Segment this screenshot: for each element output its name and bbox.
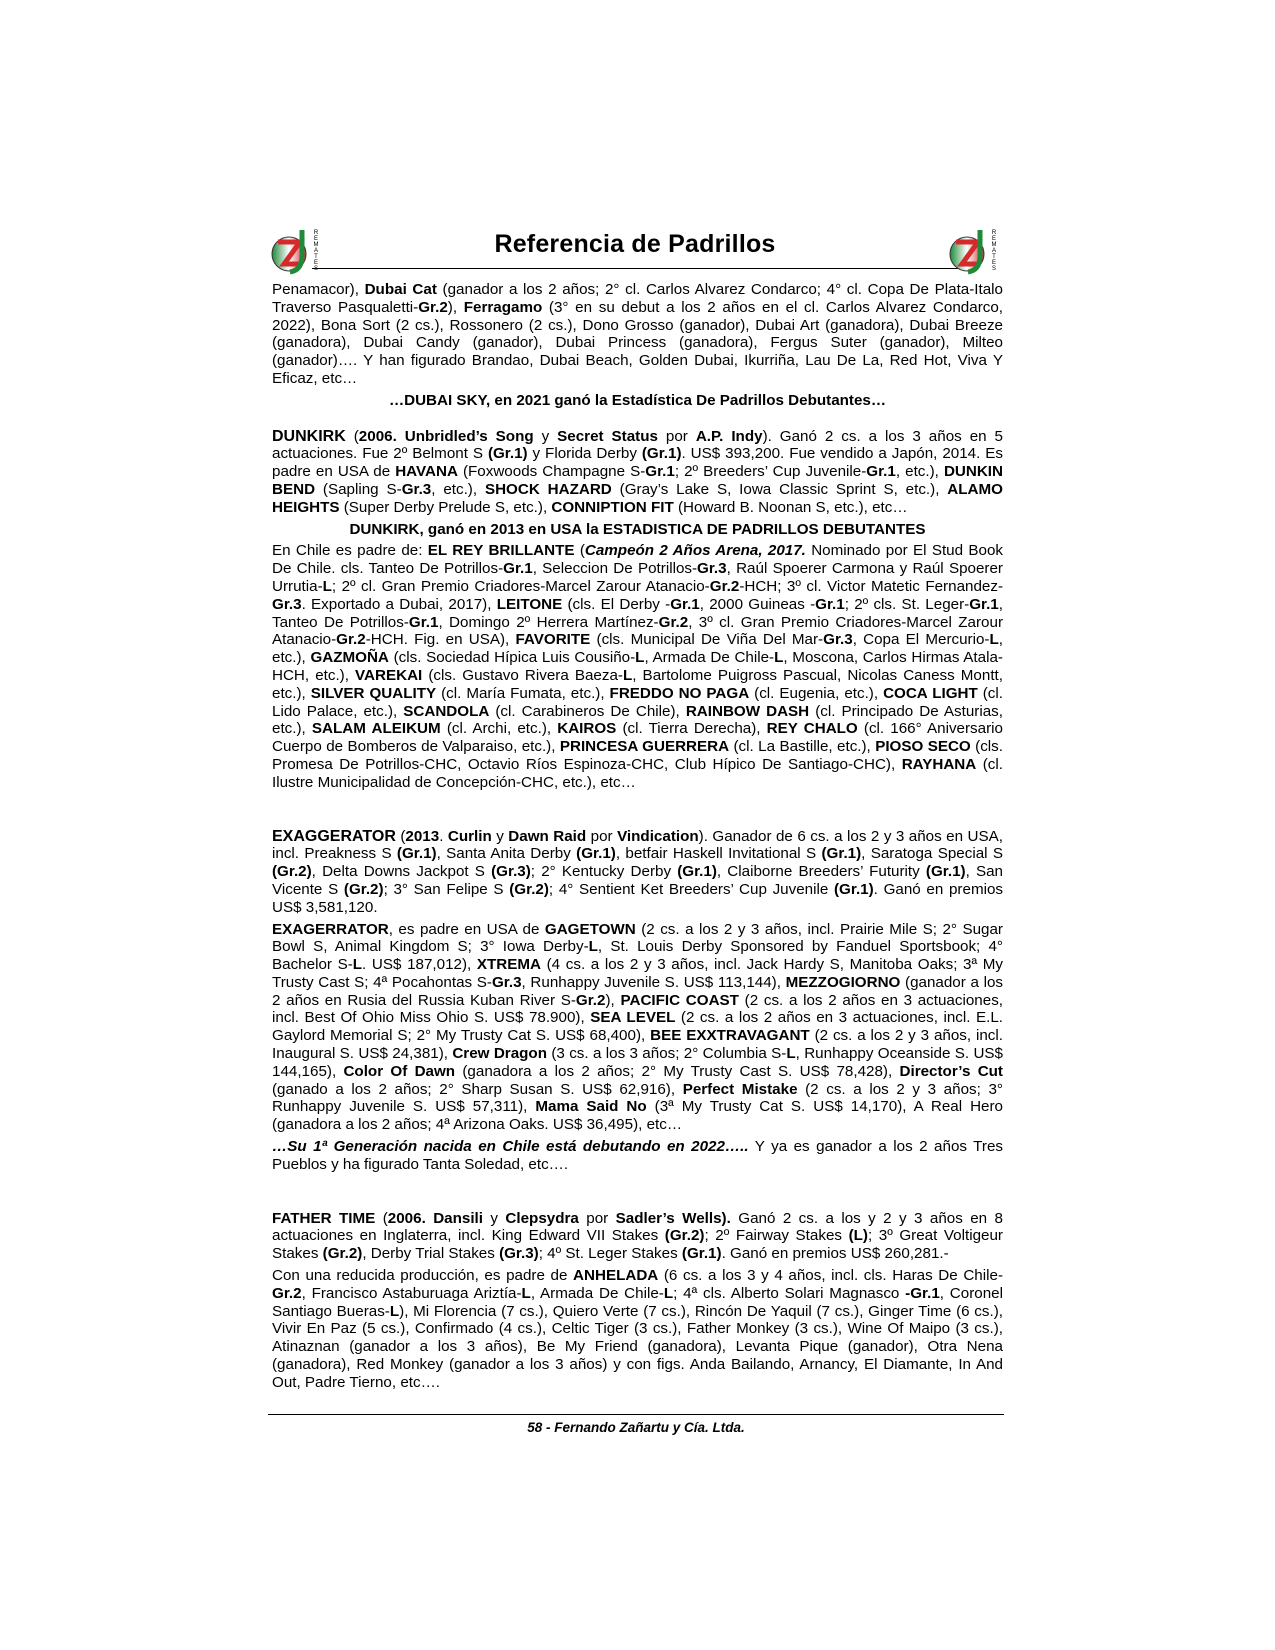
bold-text: ALAMO HEIGHTS [272,480,1003,516]
text-run: y [491,827,509,845]
bold-text: Gr.3 [697,560,727,578]
text-run: y [483,1209,506,1227]
bold-text: 2006. Unbridled’s Song [358,427,534,445]
text-run: (ganadora a los 2 años; 2° My Trusty Cast S. US$ 78,428), [455,1062,900,1080]
text-run: (cls. Municipal De Viña Del Mar- [590,631,824,649]
bold-text: (Gr.2) [343,880,384,898]
paragraph [272,1138,1003,1174]
paragraph-spacer [272,1192,1003,1210]
bold-text: MEZZOGIORNO [785,973,901,991]
text-run: (Howard B. Noonan S, etc.), etc… [673,498,908,516]
svg-text:S: S [313,266,319,272]
text-run: -HCH. Fig. en USA), [365,631,516,649]
bold-text: L [521,1284,531,1302]
text-run: ; 3° San Felipe S [383,880,510,898]
text-run: ), Mi Florencia (7 cs.), Quiero Verte (7 cs.), Rincón De Yaquil (7 cs.), Ginger Time (6 cs.), Vivir En Paz (5 cs.), Confirmado (4 cs.), Celtic Tiger (3 cs.), Father Monkey (3 cs.), Wine Of Maipo (3 cs.), Atinaznan (ganador a los 3 años), Be My Friend (ganadora), Levanta Pique (ganador), Otra Nena (ganadora), Red Monkey (ganador a los 3 años) y con figs. Anda Bailando, Arnancy, El Diamante, In And Out, Padre Tierno, etc…. [272,1302,1003,1391]
bold-text: Crew Dragon [452,1045,547,1063]
text-run: ; 2º cls. St. Leger- [844,595,970,613]
text-run: , Bartolome Puigross Pascual, Nicolas Caness Montt, etc.), [272,666,1003,702]
bold-text: SEA LEVEL [590,1009,676,1027]
paragraph [272,1210,1003,1263]
bold-text: SHOCK HAZARD [484,480,612,498]
text-run: (cl. Lido Palace, etc.), [272,684,1003,720]
bold-text: Gr.1 [645,463,675,481]
text-run: . Exportado a Dubai, 2017), [301,595,497,613]
text-run: , Claiborne Breeders’ Futurity [716,863,926,881]
svg-text:A: A [313,248,319,254]
text-run: (2 cs. a los 2 años en 3 actuaciones, incl. E.L. Gaylord Memorial S; 2° My Trusty Cat S. US$ 68,400), [272,1009,1003,1045]
text-run: , Seleccion De Potrillos- [532,560,698,578]
text-run: ; 4ª cls. Alberto Solari Magnasco [673,1284,906,1302]
bold-text: L [774,649,784,667]
paragraph [272,921,1003,1135]
text-run: , etc.), [431,480,485,498]
text-run: , Moscona, Carlos Hirmas Atala-HCH, etc.), [272,649,1003,684]
bold-text: Gr.2 [658,613,689,631]
paragraph-spacer [272,810,1003,828]
bold-text: Curlin [447,827,492,845]
text-run: (cl. Carabineros De Chile), [489,702,686,720]
bold-text: COCA LIGHT [883,684,978,702]
text-run: ( [375,1209,388,1227]
text-run: (3 cs. a los 3 años; 2° Columbia S- [547,1045,787,1063]
text-run: . US$ 187,012), [362,956,477,974]
zj-remates-logo [948,226,1000,276]
text-run: , 3º cl. Gran Premio Criadores-Marcel Zarour Atanacio- [272,613,1003,649]
bold-text: Gr.1 [408,613,439,631]
text-run: , Santa Anita Derby [436,845,577,863]
bold-text: (Gr.2) [509,880,549,898]
bold-text: Gr.2 [418,298,448,316]
svg-text:A: A [991,248,997,254]
bold-text: (Gr.1) [576,845,616,863]
text-run: (2 cs. a los 2 y 3 años, incl. Inaugural S. US$ 24,381), [272,1027,1003,1063]
bold-text: (L) [848,1227,868,1245]
text-run: Con una reducida producción, es padre de [272,1267,574,1285]
text-run: (cl. Tierra Derecha), [616,720,767,738]
text-run: , Delta Downs Jackpot S [311,863,492,881]
bold-text: 2013 [405,827,440,845]
paragraph [272,828,1003,917]
paragraph-spacer [272,410,1003,428]
bold-text: Gr.3 [401,480,432,498]
text-run: ). Ganador de 6 cs. a los 2 y 3 años en USA, incl. Preakness S [272,827,1003,863]
text-run: (cl. Principado De Asturias, etc.), [272,702,1003,738]
text-run: ; 2° Kentucky Derby [530,863,678,881]
bold-text: SALAM ALEIKUM [311,720,441,738]
page-title: Referencia de Padrillos [494,230,776,258]
svg-text:R: R [313,230,319,236]
bold-text: A.P. Indy [695,427,763,445]
svg-text:E: E [313,236,319,242]
text-run: . Ganó en premios US$ 260,281.- [721,1245,949,1263]
text-run: (cls. Promesa De Potrillos-CHC, Octavio Ríos Espinoza-CHC, Club Hípico De Santiago-CHC), [272,738,1003,773]
bold-text: Color Of Dawn [343,1062,456,1080]
bold-text: XTREMA [476,956,541,974]
text-run: Ganó 2 cs. a los y 2 y 3 años en 8 actuaciones en Inglaterra, incl. King Edward VII Stakes [272,1209,1003,1245]
bold-text: Gr.3 [823,631,853,649]
bold-text: LEITONE [496,595,563,613]
bold-text: PACIFIC COAST [620,991,739,1009]
bold-text: Perfect Mistake [682,1080,798,1098]
text-run: ; 2º Fairway Stakes [704,1227,849,1245]
paragraph [272,281,1003,388]
text-run: , Raúl Spoerer Carmona y Raúl Spoerer Urrutia- [272,560,1003,595]
text-run: (2 cs. a los 2 y 3 años, incl. Prairie Mile S; 2° Sugar Bowl S, Animal Kingdom S; 3° Iowa Derby- [272,920,1003,956]
bold-text: 2006. Dansili [387,1209,483,1227]
text-run: , St. Louis Derby Sponsored by Fanduel Sportsbook; 4° Bachelor S- [272,938,1003,974]
text-run: (cl. Ilustre Municipalidad de Concepción-CHC, etc.), etc… [272,755,1003,791]
bold-text: (Gr.1) [641,445,682,463]
bold-text: Sadler’s Wells). [615,1209,731,1227]
bold-text: RAINBOW DASH [685,702,810,720]
text-run: (4 cs. a los 2 y 3 años, incl. Jack Hardy S, Manitoba Oaks; 3ª My Trusty Cast S; 4ª Pocahontas S- [272,956,1003,991]
bold-text: FAVORITE [515,631,591,649]
bold-text: GAZMOÑA [310,649,389,667]
text-run: (cls. Gustavo Rivera Baeza- [422,666,623,684]
bold-text: REY CHALO [766,720,858,738]
bold-text: PRINCESA GUERRERA [559,738,730,756]
text-run: Y ya es ganador a los 2 años Tres Pueblos y ha figurado Tanta Soledad, etc…. [272,1138,1003,1173]
text-run: , betfair Haskell Invitational S [615,845,822,863]
text-run: . Ganó en premios US$ 3,581,120. [272,880,1004,916]
bold-text: FATHER TIME [272,1209,376,1227]
svg-text:M: M [991,242,997,248]
text-run: (ganado a los 2 años; 2° Sharp Susan S. US$ 62,916), [272,1080,683,1098]
section-note: …DUBAI SKY, en 2021 ganó la Estadística De Padrillos Debutantes… [388,391,887,409]
bold-text: Gr.1 [670,595,700,613]
bold-text: L [989,631,999,649]
paragraph [272,428,1003,517]
paragraph [272,1267,1003,1392]
bold-text: Vindication [617,827,699,845]
bold-text: SILVER QUALITY [310,684,437,702]
text-run: por [657,427,696,445]
bold-text: (Gr.1) [821,845,862,863]
bold-text: GAGETOWN [544,920,636,938]
text-run: , Saratoga Special S [861,845,1003,863]
text-run: . [439,827,448,845]
bold-text: (Gr.2) [664,1227,705,1245]
bold-text: (Gr.1) [396,845,437,863]
bold-text: Mama Said No [535,1098,647,1116]
text-run: , Copa El Mercurio- [852,631,990,649]
text-run: , Armada De Chile- [530,1284,664,1302]
paragraph-spacer [272,1174,1003,1192]
bold-text: Gr.1 [503,560,533,578]
text-run: (cl. La Bastille, etc.), [729,738,876,756]
svg-text:S: S [991,266,997,272]
bold-text: KAIROS [557,720,617,738]
bold-text: (Gr.1) [925,863,966,881]
text-run: (3° en su debut a los 2 años en el cl. Carlos Alvarez Condarco, 2022), Bona Sort (2 cs.), Rossonero (2 cs.), Dono Grosso (ganador), Dubai Art (ganadora), Dubai Breeze (ganadora), Dubai Candy (ganador), Dubai Princess (ganadora), Fergus Suter (ganador), Milteo (ganador)…. Y han figurado Brandao, Dubai Beach, Golden Dubai, Ikurriña, Lau De La, Red Hot, Viva Y Eficaz, etc… [272,298,1004,387]
text-run: (Super Derby Prelude S, etc.), [339,498,552,516]
bold-text: DUNKIRK [272,427,346,445]
bold-text: L [786,1045,796,1063]
bold-text: Clepsydra [505,1209,579,1227]
text-run: por [578,1209,616,1227]
bold-text: Gr.1 [815,595,845,613]
page-footer: 58 - Fernando Zañartu y Cía. Ltda. [527,1420,745,1435]
svg-text:M: M [313,242,319,248]
header-divider [312,268,958,269]
bold-text: L [635,649,645,667]
text-run: , Runhappy Juvenile S. US$ 113,144), [521,973,786,991]
text-run: (Foxwoods Champagne S- [457,463,646,481]
bold-text: …Su 1ª Generación nacida en Chile está debutando en 2022….. [272,1138,749,1156]
bold-text: Gr.2 [709,577,740,595]
bold-text: EL REY BRILLANTE [427,542,575,560]
text-run: (cls. El Derby - [562,595,671,613]
text-run: ; 2º cl. Gran Premio Criadores-Marcel Zarour Atanacio- [331,577,710,595]
text-run: , etc.), [895,463,944,481]
bold-text: (Gr.1) [677,863,717,881]
text-run: ; 4º St. Leger Stakes [538,1245,682,1263]
text-run: ; 4° Sentient Ket Breeders’ Cup Juvenile [548,880,834,898]
text-run: , San Vicente S [272,863,1003,898]
svg-text:R: R [991,230,997,236]
bold-text: (Gr.1) [834,880,874,898]
bold-text: Gr.1 [866,463,896,481]
bold-text: Secret Status [557,427,658,445]
bold-text: L [588,938,598,956]
text-run: ). Ganó 2 cs. a los 3 años en 5 actuaciones. Fue 2º Belmont S [272,427,1003,463]
text-run: (Gray’s Lake S, Iowa Classic Sprint S, etc.), [611,480,948,498]
bold-text: Gr.2 [575,991,606,1009]
text-run: (6 cs. a los 3 y 4 años, incl. cls. Haras De Chile- [658,1267,1004,1285]
svg-text:T: T [314,254,318,260]
bold-text: Ferragamo [463,298,543,316]
bold-text: HAVANA [395,463,458,481]
svg-text:E: E [313,260,319,266]
text-run: (cl. María Fumata, etc.), [436,684,610,702]
bold-text: L [389,1302,400,1320]
paragraph [272,542,1003,791]
text-run: Penamacor), [272,281,365,298]
text-run: , Domingo 2º Herrera Martínez- [438,613,659,631]
bold-text: Gr.2 [336,631,366,649]
bold-text: BEE EXXTRAVAGANT [650,1027,810,1045]
bold-text: PIOSO SECO [875,738,971,756]
text-run: En Chile es padre de: [272,542,428,560]
document-body [272,281,1003,1392]
bold-text: Gr.1 [969,595,999,613]
bold-text: (Gr.2) [272,863,312,881]
bold-text: EXAGERRATOR [272,920,389,938]
text-run: Nominado por El Stud Book De Chile. cls. Tanteo De Potrillos- [272,542,1004,578]
text-run: (cl. 166° Aniversario Cuerpo de Bomberos de Valparaiso, etc.), [272,720,1003,756]
text-run: (3ª My Trusty Cat S. US$ 14,170), A Real Hero (ganadora a los 2 años; 4ª Arizona Oaks. US$ 36,495), etc… [272,1098,1004,1134]
text-run: , Runhappy Oceanside S. US$ 144,165), [272,1045,1003,1080]
text-run: (cl. Eugenia, etc.), [749,684,884,702]
bold-text: CONNIPTION FIT [551,498,674,516]
bold-text: (Gr.2) [322,1245,363,1263]
svg-text:E: E [991,236,997,242]
bold-text: L [663,1284,674,1302]
bold-text: Dawn Raid [508,827,587,845]
text-run: (Sapling S- [315,480,402,498]
bold-text: Dubai Cat [364,281,437,298]
text-run: y Florida Derby [527,445,642,463]
bold-text: (Gr.3) [499,1245,539,1263]
text-run: por [586,827,618,845]
bold-text: EXAGGERATOR [272,827,396,845]
text-run: ( [395,827,406,845]
bold-text: (Gr.1) [681,1245,722,1263]
text-run: (cl. Archi, etc.), [440,720,558,738]
section-note: DUNKIRK, ganó en 2013 en USA la ESTADISTICA DE PADRILLOS DEBUTANTES [349,520,926,538]
bold-text: -Gr.1 [905,1284,940,1302]
bold-text: (Gr.1) [487,445,528,463]
footer-divider [268,1414,1004,1415]
svg-text:T: T [992,254,996,260]
bold-text: DUNKIN BEND [272,463,1003,498]
text-run: y [533,427,558,445]
text-run: . US$ 393,200. Fue vendido a Japón, 2014. Es padre en USA de [272,445,1003,481]
text-run: , es padre en USA de [388,920,545,938]
paragraph-spacer [272,792,1003,810]
text-run: , Francisco Astaburuaga Ariztía- [301,1284,522,1302]
bold-text: Director’s Cut [899,1062,1003,1080]
bold-text: FREDDO NO PAGA [609,684,750,702]
text-run: ; 3º Great Voltigeur Stakes [272,1227,1003,1263]
text-run: ), [605,991,621,1009]
bold-text: L [352,956,363,974]
text-run: , Armada De Chile- [644,649,775,667]
bold-text: SCANDOLA [403,702,490,720]
bold-text: Campeón 2 Años Arena, 2017. [584,542,806,560]
bold-text: Gr.3 [491,973,522,991]
text-run: ( [574,542,585,560]
text-run: (cls. Sociedad Hípica Luis Cousiño- [388,649,636,667]
text-run: ), [447,298,464,316]
text-run: , etc.), [272,631,1003,667]
text-run: ( [345,427,359,445]
text-run: , Derby Trial Stakes [362,1245,500,1263]
bold-text: RAYHANA [901,755,977,773]
bold-text: ANHELADA [573,1267,659,1285]
text-run: (ganador a los 2 años en Rusia del Russia Kuban River S- [272,973,1003,1009]
svg-text:E: E [991,260,997,266]
text-run: ; 2º Breeders’ Cup Juvenile- [674,463,867,481]
bold-text: L [322,577,332,595]
text-run: (ganador a los 2 años; 2° cl. Carlos Alvarez Condarco; 4° cl. Copa De Plata-Italo Traverso Pasqualetti- [272,281,1003,316]
bold-text: Gr.3 [272,595,302,613]
bold-text: Gr.2 [272,1284,302,1302]
text-run: (2 cs. a los 2 y 3 años; 3° Runhappy Juvenile S. US$ 57,311), [272,1080,1003,1116]
page-header [270,226,1000,276]
bold-text: VAREKAI [355,666,423,684]
text-run: (2 cs. a los 2 años en 3 actuaciones, incl. Best Of Ohio Miss Ohio S. US$ 78.900), [272,991,1004,1027]
text-run: , 2000 Guineas - [699,595,816,613]
text-run: , Tanteo De Potrillos- [272,595,1003,631]
bold-text: L [622,666,633,684]
text-run: -HCH; 3º cl. Victor Matetic Fernandez- [739,577,1004,595]
bold-text: (Gr.3) [491,863,531,881]
text-run: , Coronel Santiago Bueras- [272,1284,1003,1320]
